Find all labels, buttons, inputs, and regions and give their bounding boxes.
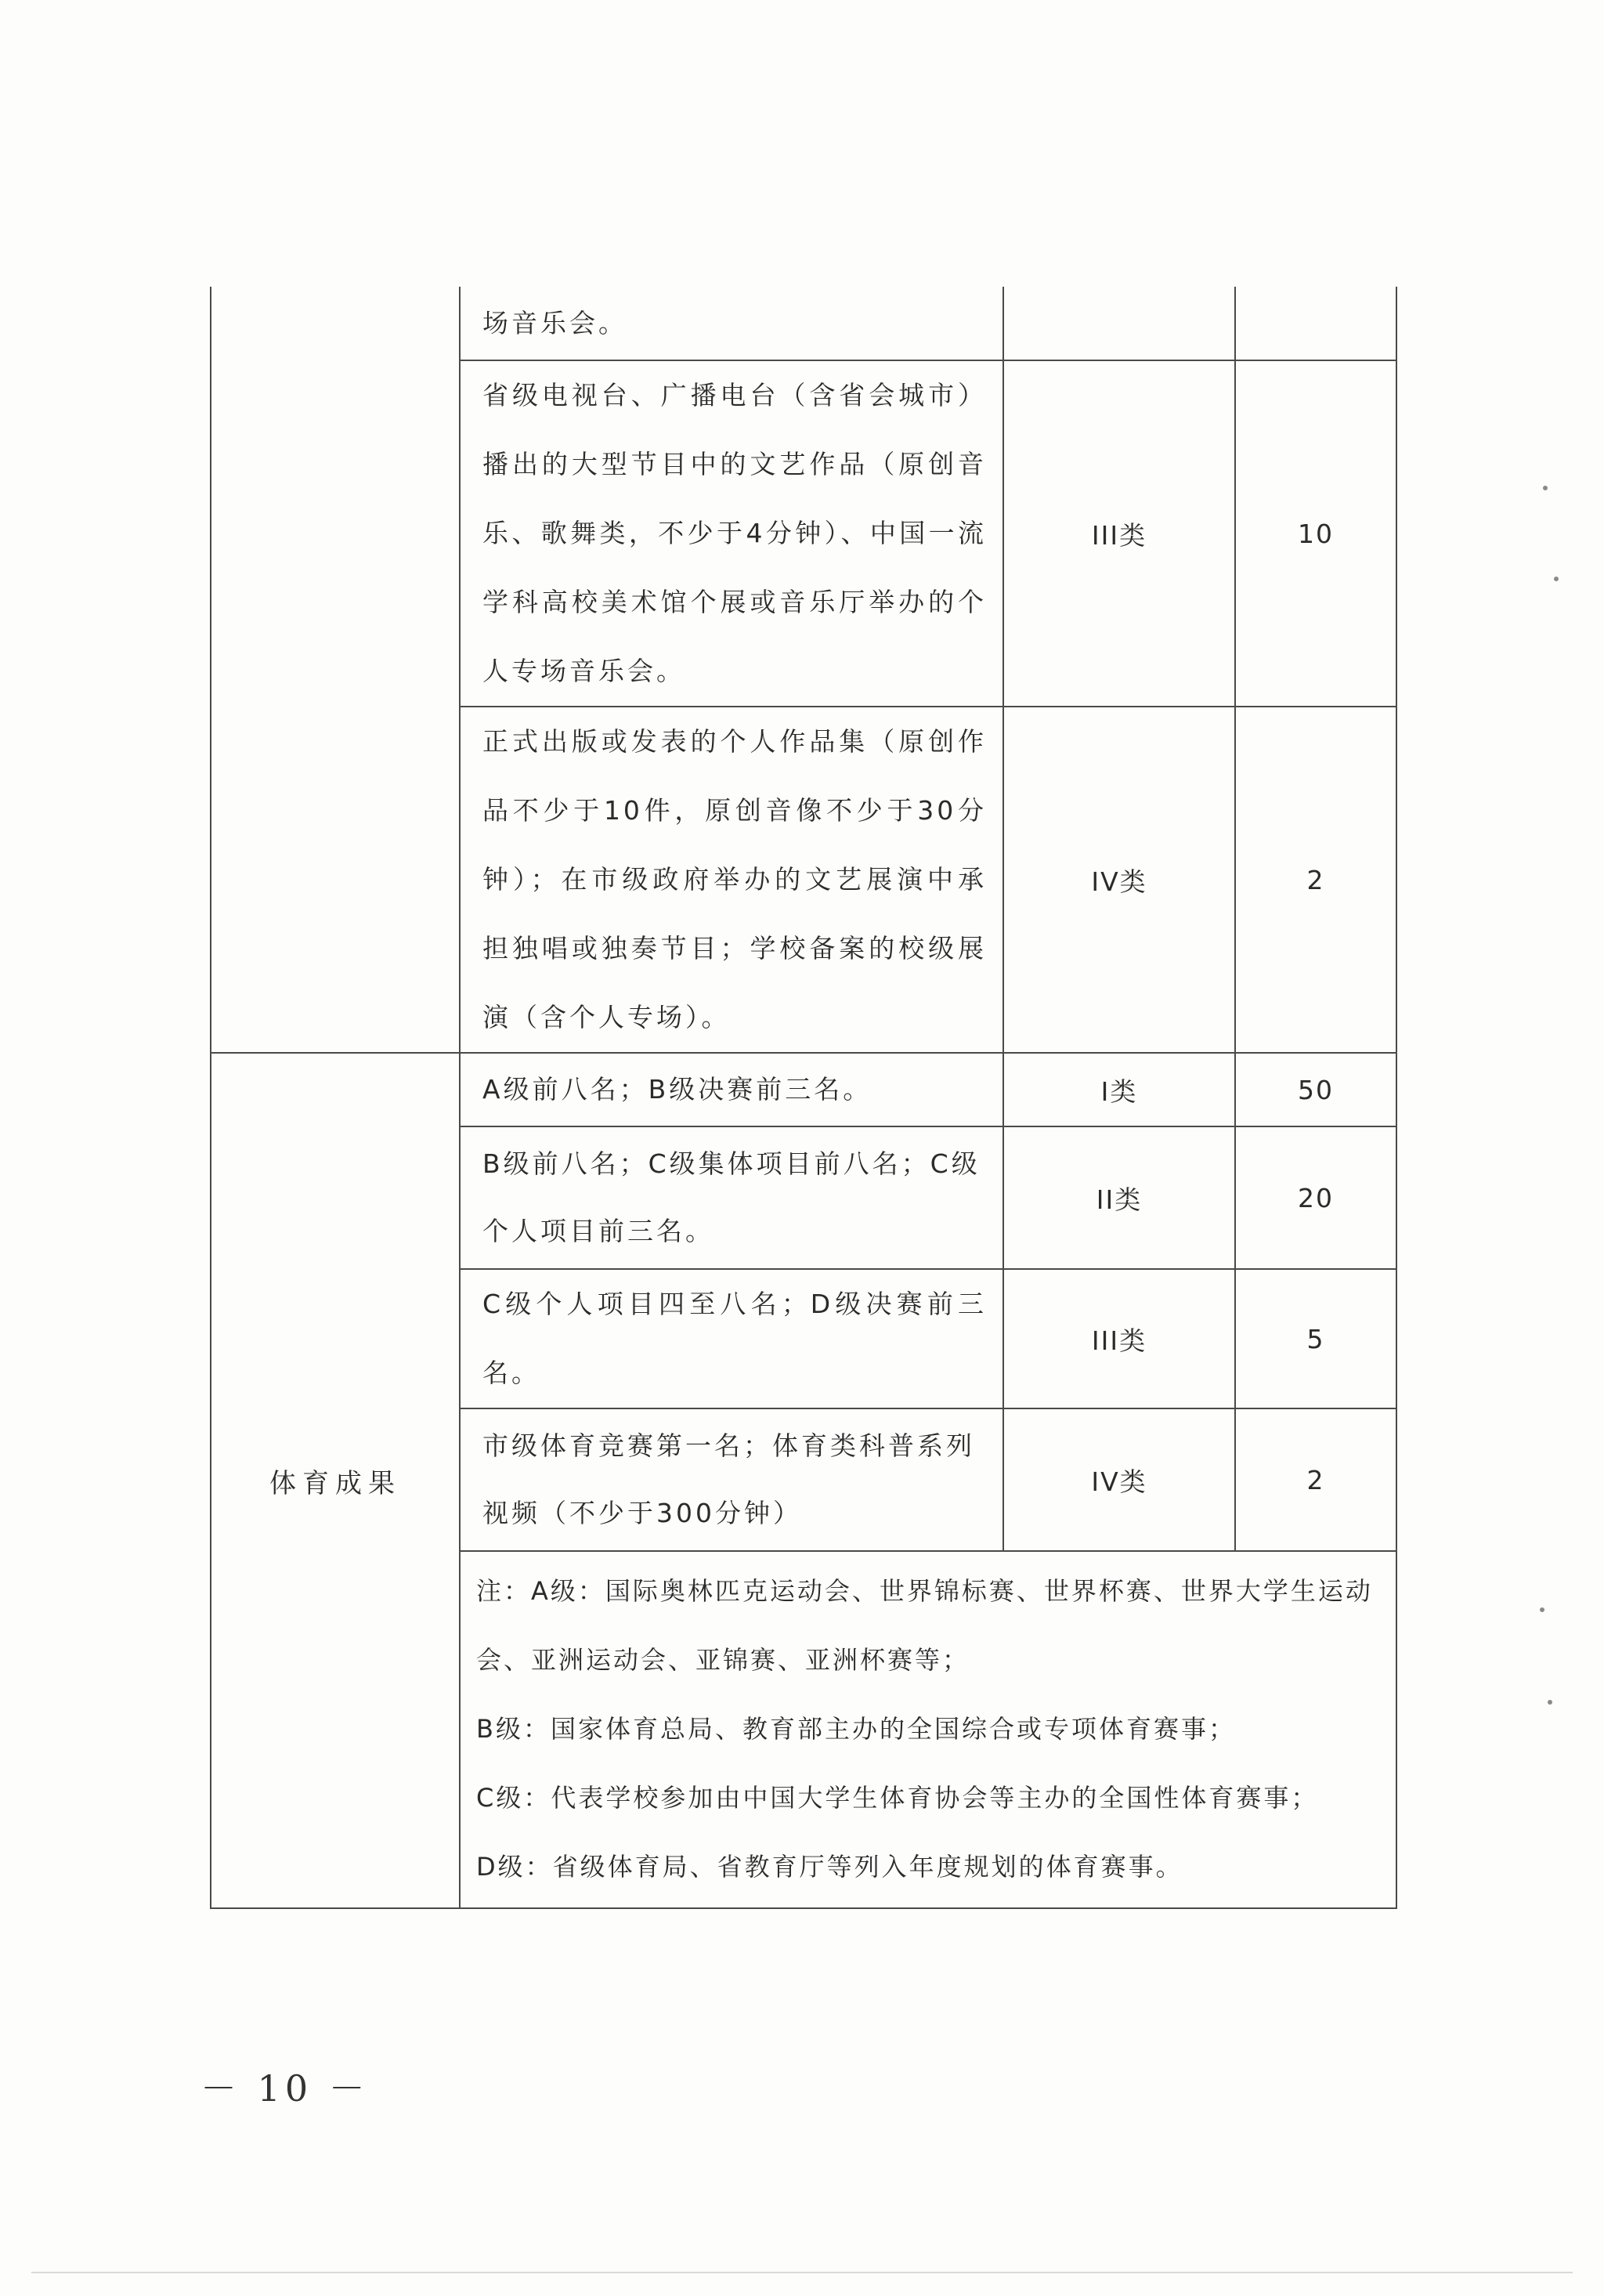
achievement-score: 2 <box>1235 707 1396 1053</box>
achievement-description: C级个人项目四至八名；D级决赛前三名。 <box>460 1269 1003 1408</box>
achievement-score: 2 <box>1235 1408 1396 1551</box>
scan-edge <box>31 2272 1573 2273</box>
achievement-description: 正式出版或发表的个人作品集（原创作品不少于10件，原创音像不少于30分钟）；在市级政府举办的文艺展演中承担独唱或独奏节目；学校备案的校级展演（含个人专场）。 <box>460 707 1003 1053</box>
note-line: D级：省级体育局、省教育厅等列入年度规划的体育赛事。 <box>476 1852 1183 1882</box>
achievement-description: 省级电视台、广播电台（含省会城市）播出的大型节目中的文艺作品（原创音乐、歌舞类，不少于4分钟）、中国一流学科高校美术馆个展或音乐厅举办的个人专场音乐会。 <box>460 360 1003 707</box>
achievement-score: 10 <box>1235 360 1396 707</box>
achievement-description: 场音乐会。 <box>460 287 1003 360</box>
achievement-type: III类 <box>1003 1269 1235 1408</box>
scan-speck <box>1548 1700 1552 1705</box>
category-label: 体育成果 <box>269 1467 401 1499</box>
table-row <box>211 1053 1396 1126</box>
achievement-score: 50 <box>1235 1053 1396 1126</box>
achievement-score: 20 <box>1235 1126 1396 1269</box>
scan-speck <box>1554 577 1559 581</box>
achievement-description: A级前八名；B级决赛前三名。 <box>460 1053 1003 1126</box>
achievement-type: IV类 <box>1003 1408 1235 1551</box>
achievement-type: I类 <box>1003 1053 1235 1126</box>
category-cell <box>211 1053 460 1908</box>
achievement-score: 5 <box>1235 1269 1396 1408</box>
notes-cell <box>460 1551 1396 1908</box>
scan-speck <box>1543 486 1548 490</box>
achievement-score-table <box>210 287 1397 1909</box>
scan-speck <box>1540 1607 1544 1612</box>
achievement-type: II类 <box>1003 1126 1235 1269</box>
achievement-description: B级前八名；C级集体项目前八名；C级个人项目前三名。 <box>460 1126 1003 1269</box>
achievement-type: III类 <box>1003 360 1235 707</box>
page-number: － 10 － <box>200 2067 370 2110</box>
note-line: C级：代表学校参加由中国大学生体育协会等主办的全国性体育赛事； <box>476 1783 1319 1813</box>
achievement-type: IV类 <box>1003 707 1235 1053</box>
table-row <box>211 287 1396 360</box>
achievement-type <box>1003 287 1235 360</box>
note-line: B级：国家体育总局、教育部主办的全国综合或专项体育赛事； <box>476 1714 1236 1744</box>
achievement-description: 市级体育竞赛第一名；体育类科普系列视频（不少于300分钟） <box>460 1408 1003 1551</box>
level-notes <box>461 1552 1396 1907</box>
note-line: 注：A级：国际奥林匹克运动会、世界锦标赛、世界杯赛、世界大学生运动会、亚洲运动会、亚锦赛、亚洲杯赛等； <box>476 1576 1373 1675</box>
achievement-score <box>1235 287 1396 360</box>
category-cell-continued <box>211 287 460 1053</box>
